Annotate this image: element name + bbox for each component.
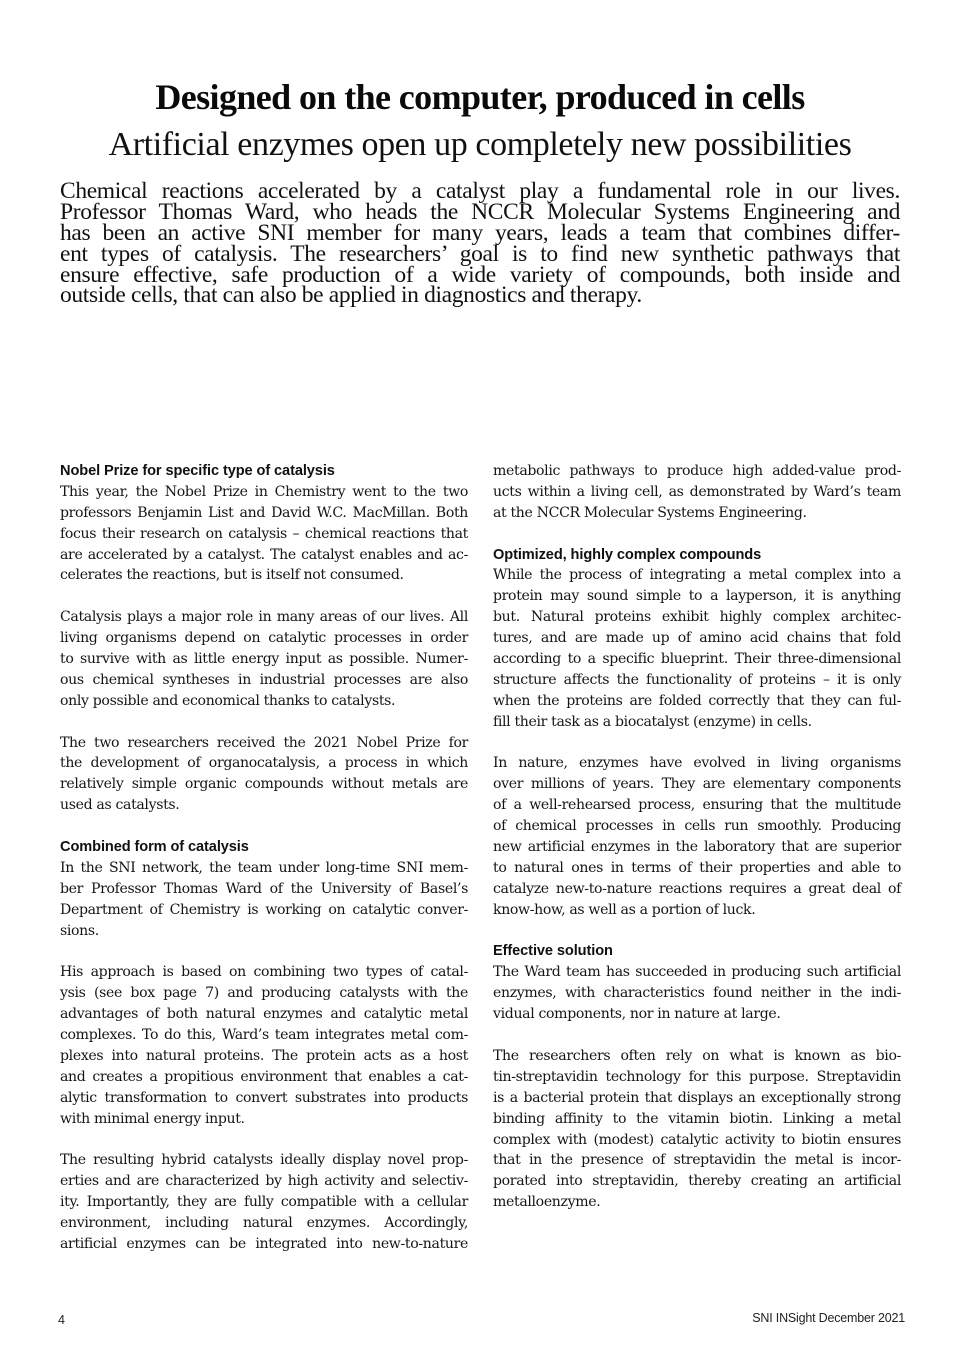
text-line: ucts within a living cell, as demonstrated by Ward’s team xyxy=(493,483,901,500)
text-line: In the SNI network, the team under long-time SNI mem- xyxy=(60,859,468,876)
text-line: at the NCCR Molecular Systems Engineering. xyxy=(493,504,807,521)
text-line: Professor Thomas Ward, who heads the NCCR Molecular Systems Engineering and xyxy=(60,198,900,225)
text-line: artificial enzymes can be integrated into new-to-nature xyxy=(60,1235,468,1252)
text-line: ysis (see box page 7) and producing catalysts with the xyxy=(60,985,468,1002)
text-line: environment, including natural enzymes. Accordingly, xyxy=(60,1215,468,1232)
text-line: metabolic pathways to produce high added-value prod- xyxy=(493,463,901,479)
text-line: Department of Chemistry is working on catalytic conver- xyxy=(60,901,468,918)
text-line: tin-streptavidin technology for this purpose. Streptavidin xyxy=(493,1068,901,1085)
paragraph xyxy=(60,1150,468,1254)
left-column xyxy=(60,461,468,1255)
paragraph xyxy=(493,962,901,1025)
text-line: His approach is based on combining two types of catal- xyxy=(60,964,468,981)
text-line: with minimal energy input. xyxy=(60,1110,245,1127)
paragraph xyxy=(493,461,901,524)
text-line: used as catalysts. xyxy=(60,797,180,814)
text-line: ous chemical syntheses in industrial processes are also xyxy=(60,671,468,688)
text-line: The resulting hybrid catalysts ideally display novel prop- xyxy=(60,1152,468,1169)
text-line: plexes into natural proteins. The protein acts as a host xyxy=(60,1047,468,1064)
text-line: enzymes, with characteristics found neither in the indi- xyxy=(493,985,901,1002)
text-line: Chemical reactions accelerated by a catalyst play a fundamental role in our lives. xyxy=(60,178,900,204)
text-line: complex with (modest) catalytic activity to biotin ensures xyxy=(493,1131,901,1148)
text-line: living organisms depend on catalytic processes in order xyxy=(60,630,468,647)
section-heading-optimized: Optimized, highly complex compounds xyxy=(493,546,762,563)
paragraph xyxy=(60,482,468,586)
text-line: over millions of years. They are elementary components xyxy=(493,776,901,793)
text-line: The Ward team has succeeded in producing such artificial xyxy=(493,964,901,981)
text-line: While the process of integrating a metal complex into a xyxy=(493,567,901,584)
text-line: erties and are characterized by high activity and selectiv- xyxy=(60,1173,468,1190)
text-line: protein may sound simple to a layperson, it is anything xyxy=(493,588,901,605)
text-line: to natural ones in terms of their properties and able to xyxy=(493,859,901,876)
paragraph xyxy=(60,607,468,711)
text-line: fill their task as a biocatalyst (enzyme) in cells. xyxy=(493,713,812,730)
page-number: 4 xyxy=(58,1313,65,1327)
text-line: structure affects the functionality of proteins – it is only xyxy=(493,671,901,688)
text-line: The two researchers received the 2021 Nobel Prize for xyxy=(60,734,468,751)
paragraph xyxy=(493,1046,901,1213)
text-line: sions. xyxy=(60,922,99,939)
text-line: Catalysis plays a major role in many areas of our lives. All xyxy=(60,609,468,626)
section-heading-effective-solution: Effective solution xyxy=(493,943,613,960)
text-line: In nature, enzymes have evolved in living organisms xyxy=(493,755,901,772)
text-line: the development of organocatalysis, a process in which xyxy=(60,755,468,772)
text-line: ent types of catalysis. The researchers’ goal is to find new synthetic pathways that xyxy=(60,240,900,267)
text-line: when the proteins are folded correctly that they can ful- xyxy=(493,692,901,709)
text-line: according to a specific blueprint. Their three-dimensional xyxy=(493,651,901,668)
paragraph xyxy=(493,565,901,732)
text-line: new artificial enzymes in the laboratory that are superior xyxy=(493,839,901,856)
text-line: porated into streptavidin, thereby creating an artificial xyxy=(493,1173,901,1190)
text-line: of a well-rehearsed process, ensuring that the multitude xyxy=(493,797,901,814)
paragraph xyxy=(493,753,901,920)
paragraph xyxy=(60,962,468,1129)
text-line: complexes. To do this, Ward’s team integrates metal com- xyxy=(60,1027,468,1044)
text-line: outside cells, that can also be applied in diagnostics and therapy. xyxy=(60,282,642,309)
text-line: ensure effective, safe production of a wide variety of compounds, both inside and xyxy=(60,261,900,288)
text-line: focus their research on catalysis – chemical reactions that xyxy=(60,525,468,542)
text-line: This year, the Nobel Prize in Chemistry went to the two xyxy=(60,483,468,500)
text-line: celerates the reactions, but is itself not consumed. xyxy=(60,567,404,584)
text-line: advantages of both natural enzymes and catalytic metal xyxy=(60,1006,468,1023)
paragraph xyxy=(60,858,468,942)
publication-footer: SNI INSight December 2021 xyxy=(752,1311,905,1325)
article-title: Designed on the computer, produced in cells xyxy=(155,77,805,118)
right-column xyxy=(493,461,901,1213)
text-line: metalloenzyme. xyxy=(493,1194,601,1211)
text-line: only possible and economical thanks to catalysts. xyxy=(60,692,396,709)
text-line: catalyze new-to-nature reactions requires a great deal of xyxy=(493,880,901,897)
article-subtitle: Artificial enzymes open up completely new possibilities xyxy=(108,126,852,164)
text-line: alytic transformation to convert substrates into products xyxy=(60,1089,468,1106)
section-heading-combined-form: Combined form of catalysis xyxy=(60,839,249,856)
text-line: vidual components, nor in nature at large. xyxy=(493,1006,781,1023)
text-line: is a bacterial protein that displays an exceptionally strong xyxy=(493,1089,901,1106)
lead-paragraph xyxy=(60,176,900,309)
text-line: ber Professor Thomas Ward of the University of Basel’s xyxy=(60,880,468,897)
text-line: are accelerated by a catalyst. The catalyst enables and ac- xyxy=(60,546,468,563)
text-line: know-how, as well as a portion of luck. xyxy=(493,901,756,918)
text-line: professors Benjamin List and David W.C. MacMillan. Both xyxy=(60,504,468,521)
paragraph xyxy=(60,733,468,817)
text-line: of chemical processes in cells run smoothly. Producing xyxy=(493,818,901,835)
text-line: The researchers often rely on what is known as bio- xyxy=(493,1047,901,1064)
text-line: binding affinity to the vitamin biotin. Linking a metal xyxy=(493,1110,901,1127)
text-line: ity. Importantly, they are fully compatible with a cellular xyxy=(60,1194,468,1211)
text-line: but. Natural proteins exhibit highly complex architec- xyxy=(493,609,901,626)
section-heading-nobel-prize: Nobel Prize for specific type of catalysis xyxy=(60,463,335,479)
text-line: tures, and are made up of amino acid chains that fold xyxy=(493,630,901,647)
text-line: to survive with as little energy input as possible. Numer- xyxy=(60,651,468,668)
text-line: that in the presence of streptavidin the metal is incor- xyxy=(493,1152,901,1169)
text-line: relatively simple organic compounds without metals are xyxy=(60,776,468,793)
text-line: has been an active SNI member for many years, leads a team that combines differ- xyxy=(60,219,900,246)
text-line: and creates a propitious environment that enables a cat- xyxy=(60,1068,468,1085)
